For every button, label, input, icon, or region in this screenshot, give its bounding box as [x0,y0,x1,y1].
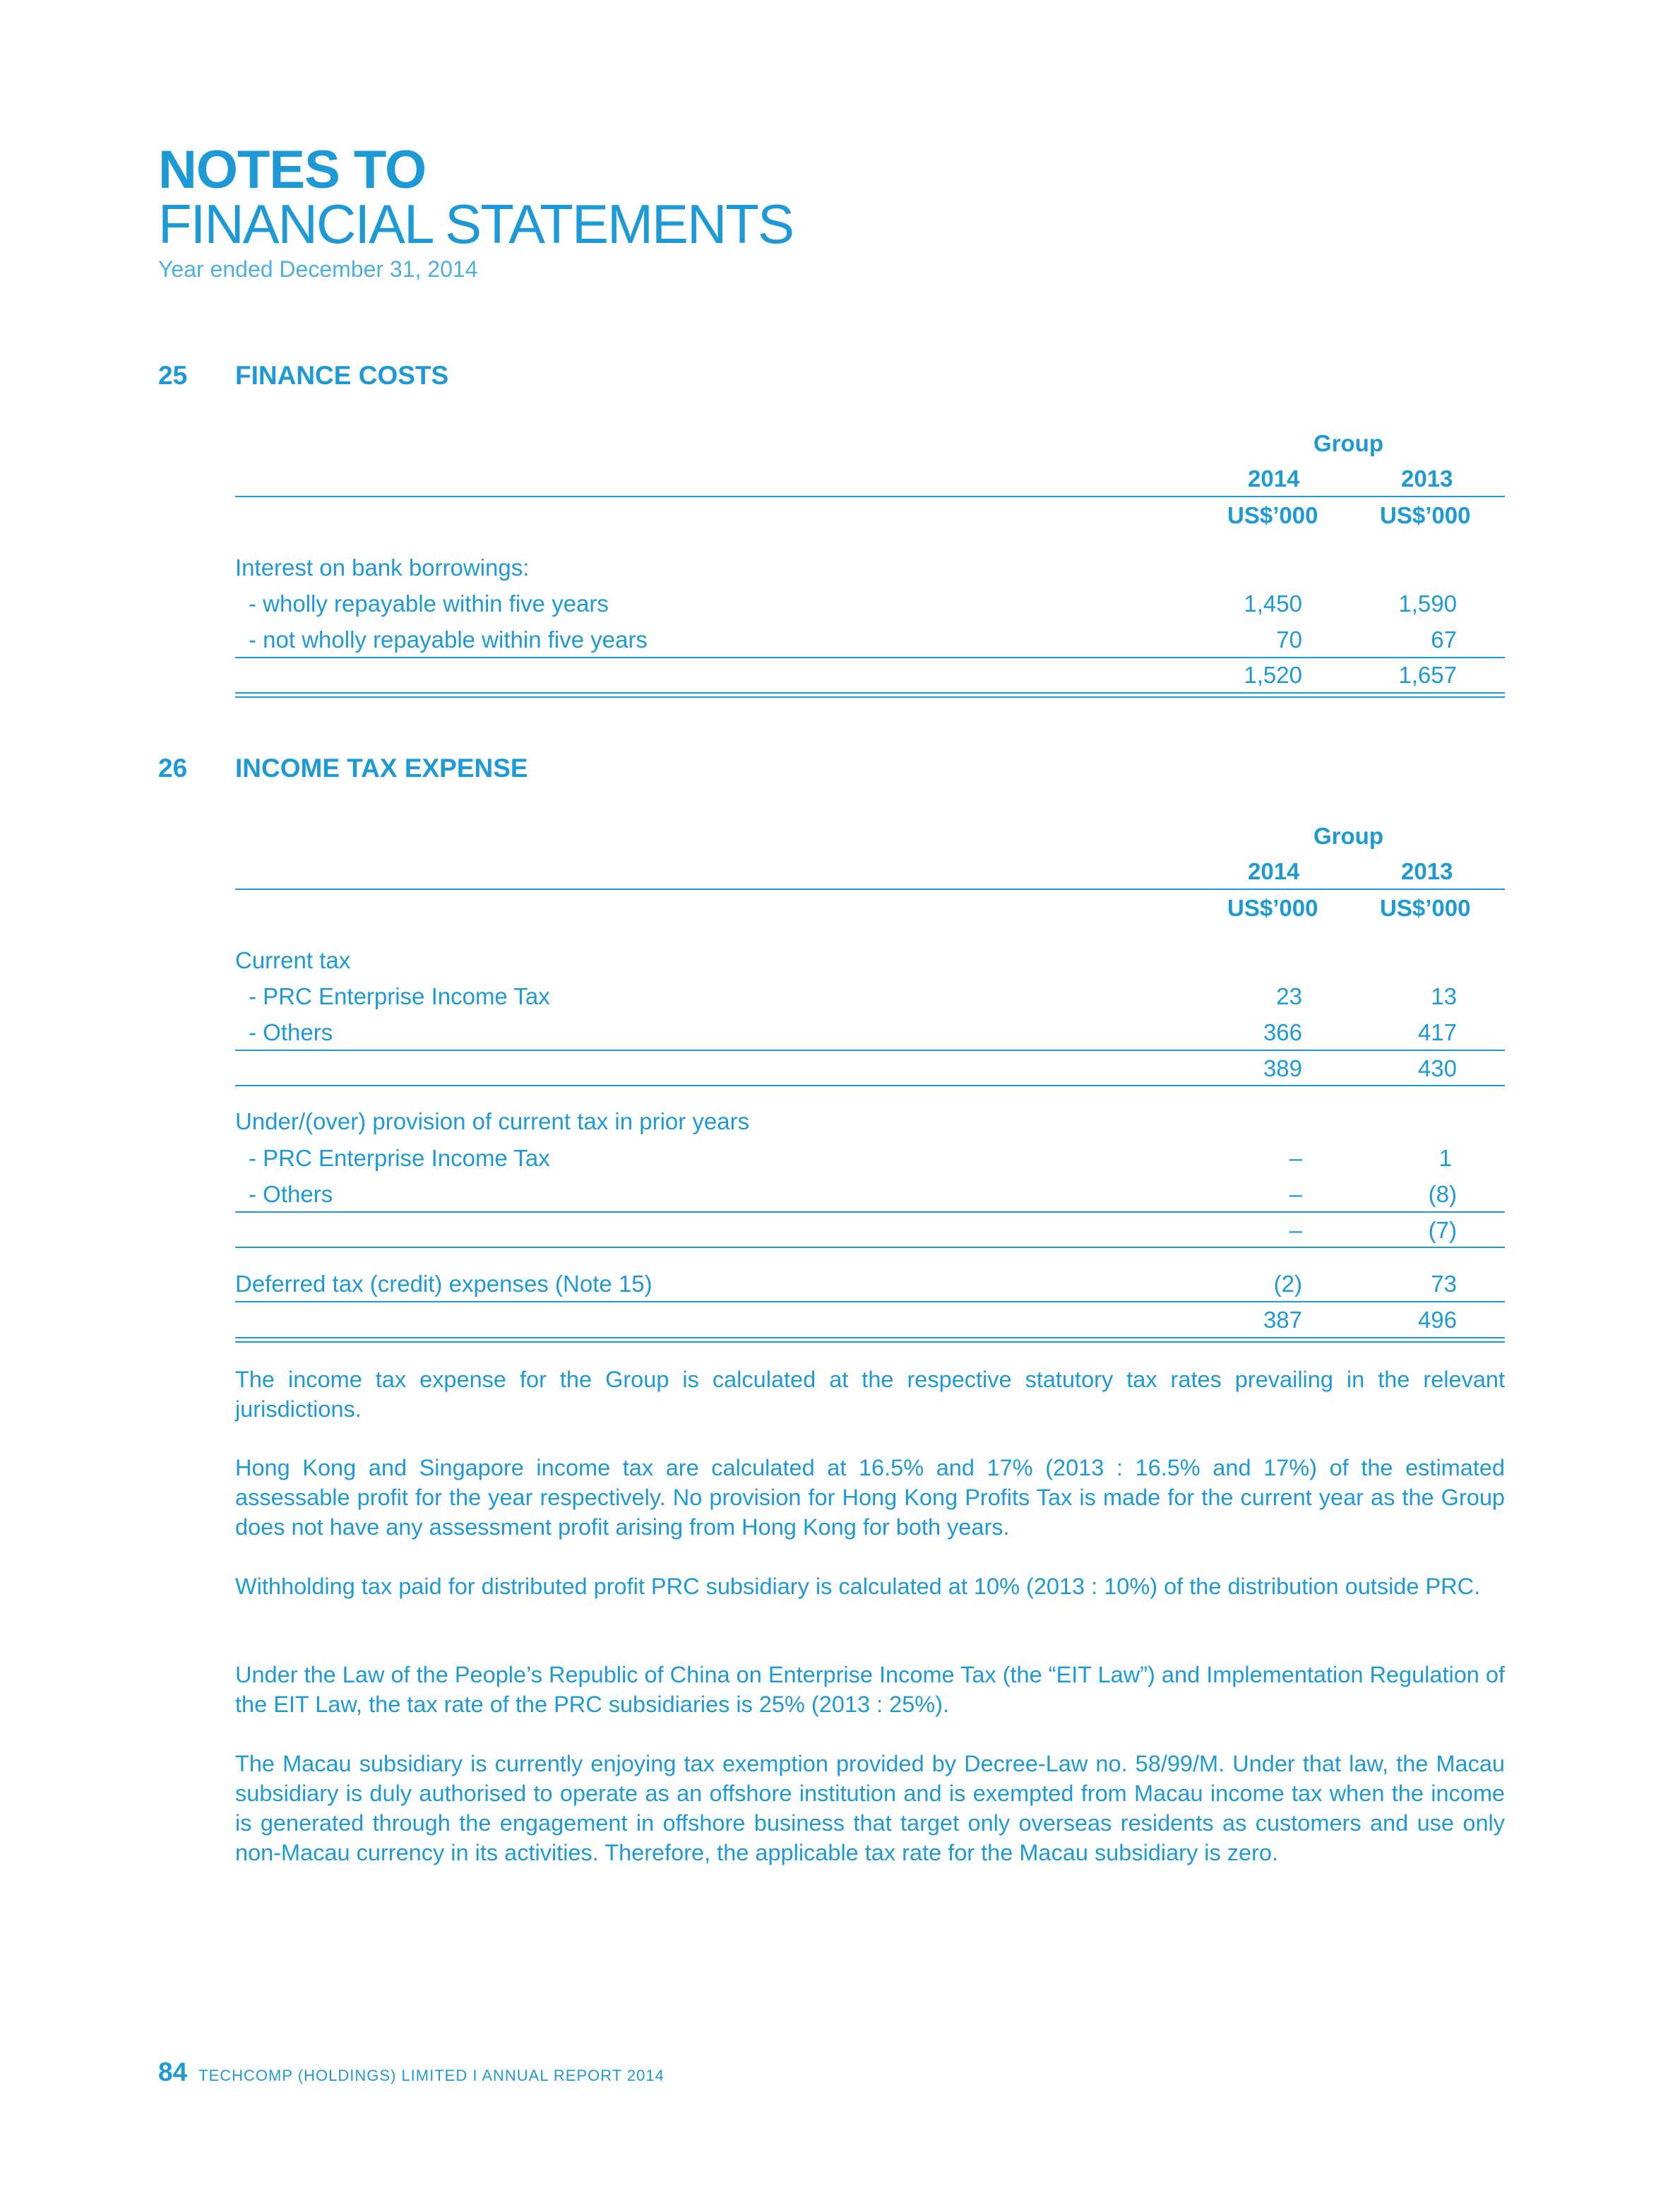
row-label: - PRC Enterprise Income Tax [249,1145,550,1171]
paragraph: The income tax expense for the Group is calculated at the respective statutory tax rates prevailing in the relevant jurisdictions. [235,1367,1505,1422]
group-header: Group [1313,430,1383,456]
row-label: - not wholly repayable within five years [249,626,648,653]
paragraph: Under the Law of the People’s Republic of China on Enterprise Income Tax (the “EIT Law”) and Implementation Regulation of the EIT Law, the tax rate of the PRC subsidiaries is 25% (2013 : 25%). [235,1662,1505,1717]
value-2014: – [1289,1145,1302,1171]
row-heading: Current tax [235,947,351,973]
subtotal-2014: – [1289,1217,1302,1243]
value-2014: – [1289,1181,1302,1207]
row-label: Deferred tax (credit) expenses (Note 15) [235,1271,653,1297]
header-rule [235,496,1505,497]
value-2014: 23 [1276,983,1302,1009]
row-label: - PRC Enterprise Income Tax [249,983,550,1009]
section-25-title: FINANCE COSTS [235,361,449,390]
subtotal-rule [235,1211,1505,1213]
subtotal-rule [235,1301,1505,1302]
unit-2013-header: US$’000 [1380,895,1471,921]
unit-2014-header: US$’000 [1227,502,1318,528]
total-2014: 1,520 [1244,662,1302,688]
paragraph: The Macau subsidiary is currently enjoying tax exemption provided by Decree-Law no. 58/99/M. Under that law, the Macau subsidiary is duly authorised to operate as an offshore institution and is exempted from Macau income tax when the income is generated through the engagement in offshore business that target only overseas residents as customers and use only non-Macau currency in its activities. Therefore, the applicable tax rate for the Macau subsidiary is zero. [235,1751,1505,1865]
value-2014: (2) [1273,1271,1302,1297]
page-subtitle: Year ended December 31, 2014 [158,256,478,282]
value-2013: 1 [1438,1145,1452,1171]
header-rule [235,889,1505,890]
page-title: FINANCIAL STATEMENTS [158,193,793,255]
unit-2014-header: US$’000 [1227,895,1318,921]
value-2013: 1,590 [1398,590,1457,617]
total-double-rule [235,1337,1505,1343]
section-26-number: 26 [158,754,188,783]
total-double-rule [235,692,1505,698]
value-2013: (8) [1428,1181,1457,1207]
subtotal-rule [235,657,1505,658]
section-25-number: 25 [158,361,188,390]
subtotal-rule [235,1247,1505,1248]
paragraph: Withholding tax paid for distributed profit PRC subsidiary is calculated at 10% (2013 : 10%) of the distribution outside PRC. [235,1574,1481,1599]
year-2014-header: 2014 [1248,858,1300,884]
year-2014-header: 2014 [1248,465,1300,492]
total-2014: 387 [1263,1307,1302,1333]
row-heading: Interest on bank borrowings: [235,554,530,581]
value-2013: 13 [1431,983,1457,1009]
year-2013-header: 2013 [1401,858,1453,884]
subtotal-rule [235,1085,1505,1086]
subtotal-2013: 430 [1417,1055,1457,1081]
page-number: 84 [158,2057,188,2086]
value-2014: 366 [1263,1019,1302,1045]
value-2013: 417 [1417,1019,1457,1045]
value-2013: 73 [1431,1271,1457,1297]
row-label: - Others [249,1181,333,1207]
subtotal-rule [235,1050,1505,1051]
value-2014: 70 [1276,626,1302,653]
row-label: - Others [249,1019,333,1045]
total-2013: 496 [1417,1307,1457,1333]
section-26-title: INCOME TAX EXPENSE [235,754,528,783]
paragraph: Hong Kong and Singapore income tax are calculated at 16.5% and 17% (2013 : 16.5% and 17%) of the estimated assessable profit for the year respectively. No provision for Hong Kong Profits Tax is made for the current year as the Group does not have any assessment profit arising from Hong Kong for both years. [235,1455,1505,1540]
unit-2013-header: US$’000 [1380,502,1471,528]
page-footer [158,2057,665,2093]
subtotal-2014: 389 [1263,1055,1302,1081]
group-header: Group [1313,823,1383,849]
footer-text: TECHCOMP (HOLDINGS) LIMITED I ANNUAL REPORT 2014 [198,2067,665,2084]
row-heading: Under/(over) provision of current tax in prior years [235,1108,750,1134]
total-2013: 1,657 [1398,662,1457,688]
subtotal-2013: (7) [1428,1217,1457,1243]
value-2013: 67 [1431,626,1457,653]
row-label: - wholly repayable within five years [249,590,609,617]
value-2014: 1,450 [1244,590,1302,617]
year-2013-header: 2013 [1401,465,1453,492]
page-title-bold: NOTES TO [158,140,427,200]
